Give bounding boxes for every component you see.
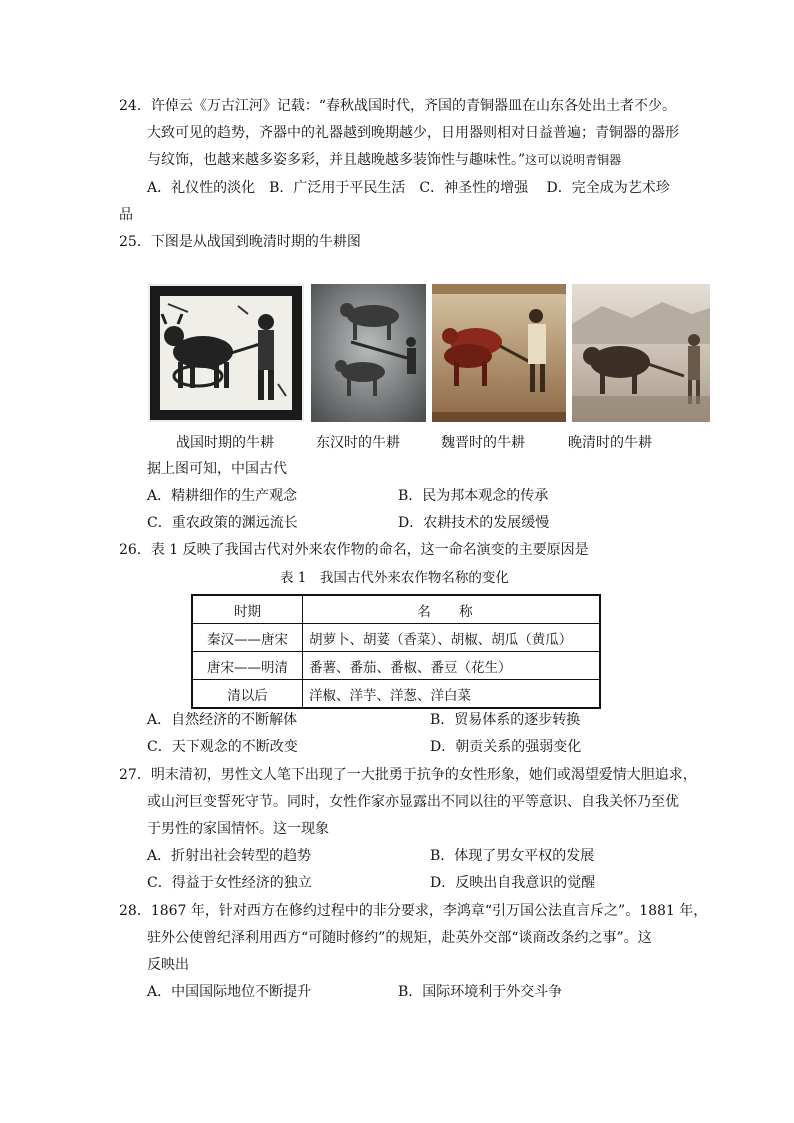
table-cell: 洋椒、洋芋、洋葱、洋白菜 <box>303 680 601 709</box>
q26-option-d: D．朝贡关系的强弱变化 <box>430 739 582 755</box>
table-header: 名 称 <box>303 595 601 624</box>
table-header-row <box>192 595 600 624</box>
table-row <box>192 680 600 709</box>
table-cell: 秦汉——唐宋 <box>192 624 303 652</box>
table-row <box>192 652 600 680</box>
q26-option-a: A．自然经济的不断解体 <box>147 712 298 728</box>
q28-stem-line2: 驻外公使曾纪泽利用西方“可随时修约”的规矩，赴英外交部“谈商改条约之事”。这 <box>147 930 652 946</box>
q24-options-wrap: 品 <box>119 207 133 223</box>
table-title: 表 1 我国古代外来农作物名称的变化 <box>280 570 509 586</box>
q27-stem-line3: 于男性的家国情怀。这一现象 <box>147 821 329 837</box>
q27-option-c: C．得益于女性经济的独立 <box>147 875 312 891</box>
caption-eastern-han: 东汉时的牛耕 <box>316 435 400 451</box>
q28-option-b: B．国际环境利于外交斗争 <box>398 984 563 1000</box>
q25-lead: 据上图可知，中国古代 <box>147 461 287 477</box>
crop-names-table <box>191 594 601 709</box>
q27-stem-line2: 或山河巨变誓死守节。同时，女性作家亦显露出不同以往的平等意识、自我关怀乃至优 <box>147 794 679 810</box>
table-cell: 唐宋——明清 <box>192 652 303 680</box>
caption-wei-jin: 魏晋时的牛耕 <box>441 435 525 451</box>
q24-stem-line2: 大致可见的趋势，齐器中的礼器越到晚期越少，日用器则相对日益普遍；青铜器的器形 <box>147 125 679 141</box>
caption-late-qing: 晚清时的牛耕 <box>568 435 652 451</box>
table-cell: 番薯、番茄、番椒、番豆（花生） <box>303 652 601 680</box>
caption-warring-states: 战国时期的牛耕 <box>176 435 274 451</box>
q25-option-b: B．民为邦本观念的传承 <box>398 488 549 504</box>
q25-stem: 25．下图是从战国到晚清时期的牛耕图 <box>119 234 361 250</box>
q28-stem-line1: 28．1867 年，针对西方在修约过程中的非分要求，李鸿章“引万国公法直言斥之”。1881 年， <box>119 903 708 919</box>
q24-stem-line3 <box>147 150 621 170</box>
q24-stem-line3-main: 与纹饰，也越来越多姿多彩，并且越晚越多装饰性与趣味性。” <box>147 152 526 168</box>
q27-option-b: B．体现了男女平权的发展 <box>430 848 595 864</box>
table-header: 时期 <box>192 595 303 624</box>
table-cell: 清以后 <box>192 680 303 709</box>
q27-option-a: A．折射出社会转型的趋势 <box>147 848 312 864</box>
q24-stem-line1: 24．许倬云《万古江河》记载：“春秋战国时代，齐国的青铜器皿在山东各处出土者不少。 <box>119 98 676 114</box>
q28-stem-line3: 反映出 <box>147 957 189 973</box>
q24-stem-line3-tail: 这可以说明青铜器 <box>525 153 622 167</box>
q28-option-a: A．中国国际地位不断提升 <box>147 984 312 1000</box>
q27-option-d: D．反映出自我意识的觉醒 <box>430 875 596 891</box>
q24-options: A．礼仪性的淡化 B．广泛用于平民生活 C．神圣性的增强 D．完全成为艺术珍 <box>147 180 670 196</box>
wei-jin-ox-plough-image <box>432 284 566 422</box>
q26-stem: 26．表 1 反映了我国古代对外来农作物的命名，这一命名演变的主要原因是 <box>119 542 589 558</box>
q27-stem-line1: 27．明末清初，男性文人笔下出现了一大批勇于抗争的女性形象，她们或渴望爱情大胆追求， <box>119 767 697 783</box>
eastern-han-ox-plough-image <box>311 284 426 422</box>
q26-option-c: C．天下观念的不断改变 <box>147 739 298 755</box>
warring-states-ox-plough-image <box>148 284 304 422</box>
q26-option-b: B．贸易体系的逐步转换 <box>430 712 581 728</box>
q25-option-d: D．农耕技术的发展缓慢 <box>398 515 550 531</box>
q25-option-c: C．重农政策的渊远流长 <box>147 515 298 531</box>
table-row <box>192 624 600 652</box>
late-qing-ox-plough-image <box>572 284 710 422</box>
table-cell: 胡萝卜、胡荽（香菜）、胡椒、胡瓜（黄瓜） <box>303 624 601 652</box>
q25-option-a: A．精耕细作的生产观念 <box>147 488 298 504</box>
